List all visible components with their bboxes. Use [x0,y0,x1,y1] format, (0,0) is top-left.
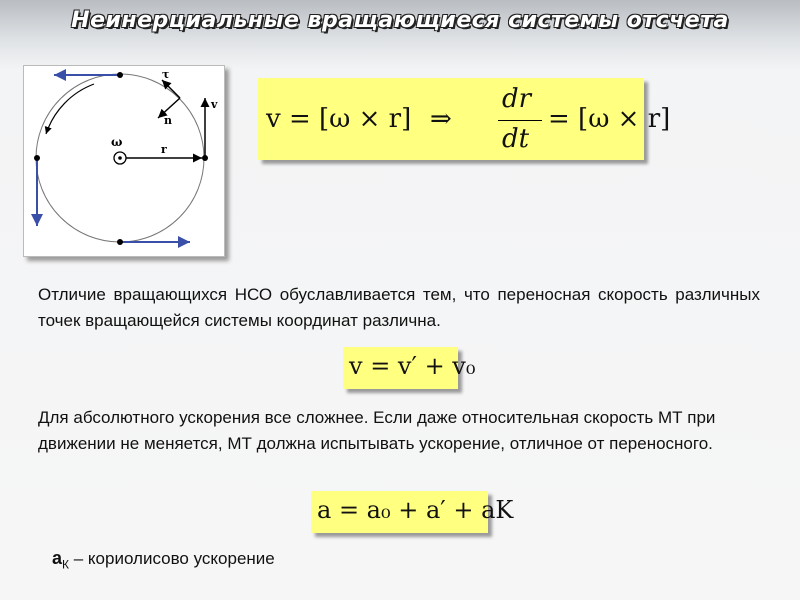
point-right [202,155,208,161]
derivative-denominator: dt [502,124,530,154]
formula-acceleration-sum: a = a₀ + a′ + aK [317,496,514,524]
formula-velocity-right: = [ω × r] [548,104,671,134]
formula-velocity-left: v = [ω × r] [266,104,412,134]
formula-velocity-sum-box [343,347,476,389]
formula-velocity-sum: v = v′ + v₀ [349,352,476,380]
rotation-figure [23,65,225,257]
rotation-direction-arrow [46,84,94,134]
label-omega: ω [111,135,123,149]
label-v: v [211,98,218,111]
coriolis-subscript: К [62,557,70,572]
coriolis-text: – кориолисово ускорение [69,549,275,568]
point-top [117,72,123,78]
fraction-bar [498,120,542,121]
label-tau: τ [162,68,170,81]
paragraph-acceleration: Для абсолютного ускорения все сложнее. Если даже относительная скорость МТ при движении не меняется, МТ должна испытывать ускорение, отличное от переносного. [38,408,716,453]
label-r: r [161,143,167,156]
page-title: Неинерциальные вращающиеся системы отсчета [71,8,729,33]
point-left [34,155,40,161]
label-n: n [164,114,172,127]
formula-velocity-box [258,78,671,160]
formula-acceleration-box [311,491,514,533]
coriolis-note [52,548,275,571]
rotation-diagram [24,66,224,256]
implies-symbol: ⇒ [430,104,452,134]
tau-vector [162,80,180,98]
point-bottom [117,239,123,245]
paragraph-frame-velocity: Отличие вращающихся НСО обуславливается тем, что переносная скорость различных точек вращающейся системы координат различна. [38,285,760,330]
derivative-numerator: dr [502,84,532,114]
coriolis-symbol: a [52,548,63,568]
